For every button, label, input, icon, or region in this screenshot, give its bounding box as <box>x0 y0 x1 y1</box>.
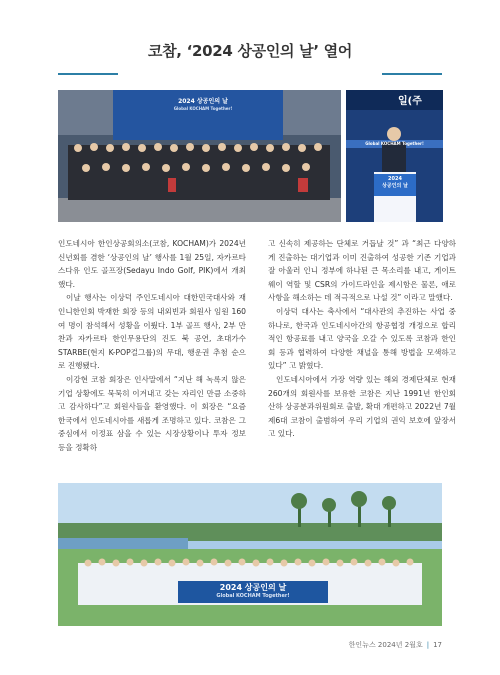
article-paragraph: 고 신속히 제공하는 단체로 거듭날 것” 과 “최근 다양하게 진출하는 대기업과 이미 진출하여 성공한 기존 기업과 잘 아울러 인니 정부에 하나된 큰 목소리를 내고, 게이트웨이 역할 및 CSR의 가이드라인을 제시함은 물론, 애로사항을 해소하는 데 적극적으로 나설 것” 이라고 말했다. <box>268 239 456 303</box>
photo-speaker-image <box>346 90 443 222</box>
footer-separator: | <box>426 641 430 649</box>
page-title: 코참, ‘2024 상공인의 날’ 열어 <box>147 42 353 60</box>
title-rule-left <box>58 73 118 75</box>
article-column-left <box>58 237 246 455</box>
photo2-podium-text: 2024 상공인의 날 <box>382 176 408 189</box>
photo3-banner-text: 2024 상공인의 날 <box>219 583 287 592</box>
article-paragraph: 이상덕 대사는 축사에서 “대사관의 추진하는 사업 중 하나로, 한국과 인도네시아간의 항공협정 개정으로 합리적인 항공료를 내고 양국을 오갈 수 있도록 코참과 한인회 등과 협력하여 다양한 채널을 통해 방법을 모색하고 있다” 고 밝혔다. <box>268 306 456 371</box>
title-rule-right <box>382 73 442 75</box>
article-paragraph: 인도네시아에서 가장 역량 있는 해외 경제단체로 현재 260개의 회원사를 보유한 코참은 지난 1991년 한인회 산하 상공분과위원회로 출발, 확대 개편하고 2022년 7월 제6대 코참이 출범하여 우리 기업의 권익 보호에 앞장서고 있다. <box>268 374 456 439</box>
page-footer <box>349 640 442 650</box>
page-number: 17 <box>433 641 442 649</box>
footer-publication: 한인뉴스 2024년 2월호 <box>348 641 423 649</box>
article-paragraph: 이날 행사는 이상덕 주인도네시아 대한민국대사와 재인니한인회 박재한 회장 등의 내외빈과 회원사 임원 160여 명이 참석해서 성황을 이뤘다. 1부 골프 행사, 2부 만찬과 자카르타 한인무용단의 진도 북 공연, 초대가수 STARBE(현지 K-POP걸그룹)의 무대, 행운권 추첨 순으로 진행됐다. <box>58 293 246 371</box>
photo-group-indoor <box>58 90 341 222</box>
photo-speaker <box>346 90 443 222</box>
photo-golf-group <box>58 483 442 626</box>
photo1-banner-text: 2024 상공인의 날 <box>178 98 228 105</box>
photo2-banner-subtext: Global KOCHAM Together! <box>365 141 424 146</box>
photo-golf-group-image <box>58 483 442 626</box>
photo3-banner-subtext: Global KOCHAM Together! <box>216 593 290 599</box>
article-paragraph: 이강현 코참 회장은 인사말에서 “지난 해 녹록지 않은 기업 상황에도 묵묵히 이겨내고 갖는 자리인 만큼 소중하고 감사하다”고 회원사들을 환영했다. 이 회장은 “요즘 한국에서 인도네시아를 새롭게 조명하고 있다. 코참은 그 중심에서 이정표 삼을 수 있는 시장상황이나 투자 정보 등을 정확하 <box>58 374 246 452</box>
article-column-right <box>268 237 456 441</box>
photo1-banner-subtext: Global KOCHAM Together! <box>173 106 233 111</box>
article-paragraph: 인도네시아 한인상공회의소(코참, KOCHAM)가 2024년 신년회를 겸한 ‘상공인의 날’ 행사를 1월 25일, 자카르타 스다유 인도 골프장(Sedayu Indo Golf, PIK)에서 개최했다. <box>58 239 246 289</box>
photo2-banner-top: 일(주 <box>398 96 422 107</box>
